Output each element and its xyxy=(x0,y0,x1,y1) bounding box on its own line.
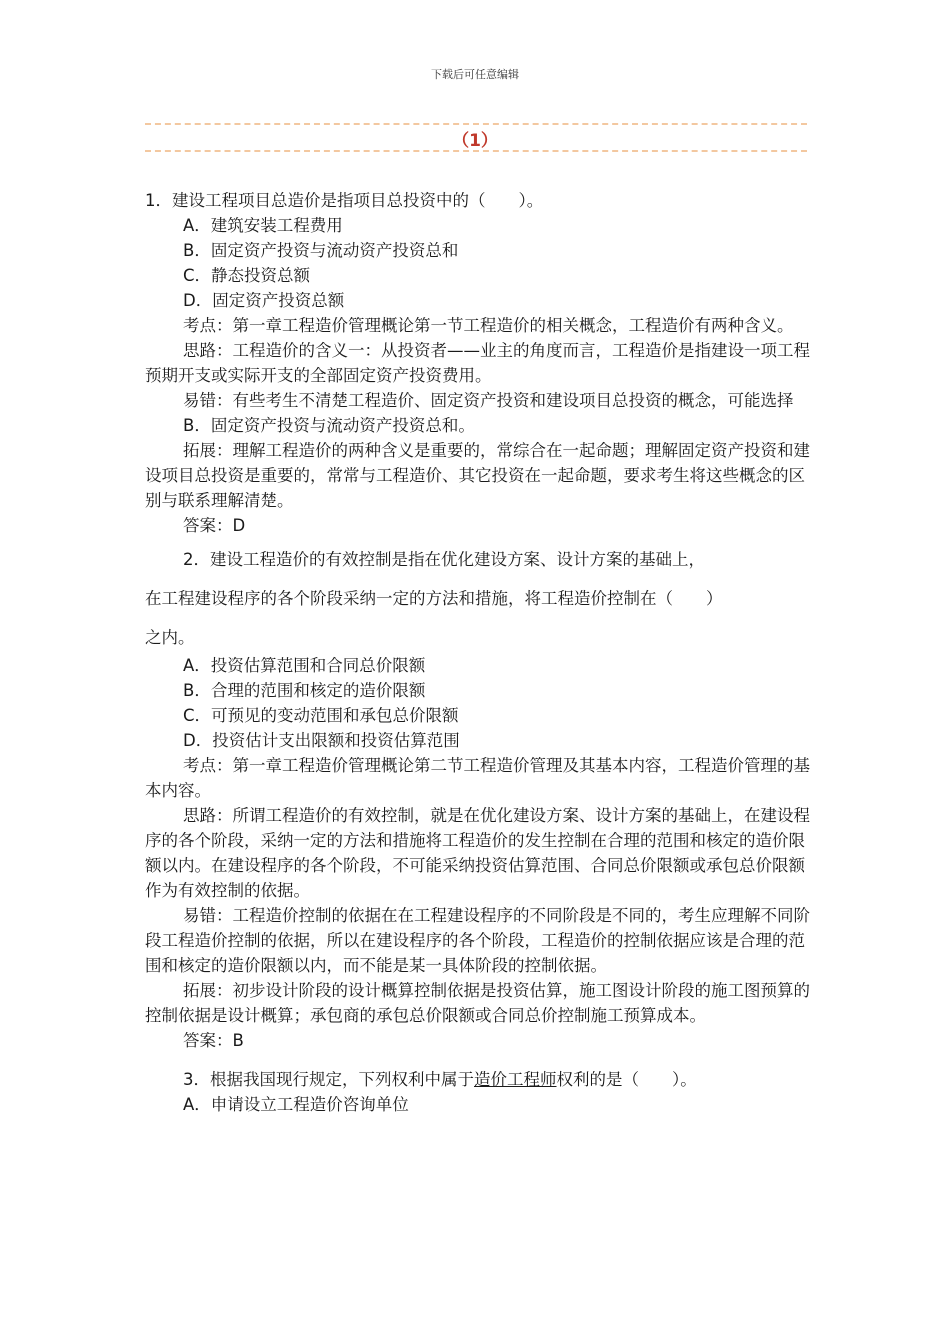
q1-yicuo: 易错：有些考生不清楚工程造价、固定资产投资和建设项目总投资的概念，可能选择 xyxy=(183,391,794,410)
q1-option-c: C．静态投资总额 xyxy=(183,266,311,285)
q2-option-d: D．投资估计支出限额和投资估算范围 xyxy=(183,731,460,750)
q2-tuozhan: 拓展：初步设计阶段的设计概算控制依据是投资估算，施工图设计阶段的施工图预算的控制依据是设计概算；承包商的承包总价限额或合同总价控制施工预算成本。 xyxy=(145,981,810,1025)
q1-yicuo-option: B．固定资产投资与流动资产投资总和。 xyxy=(183,416,475,435)
q3-stem-link[interactable]: 造价工程师 xyxy=(474,1070,557,1089)
q2-option-c: C．可预见的变动范围和承包总价限额 xyxy=(183,706,459,725)
q3-stem-suffix: 权利的是（ ）。 xyxy=(556,1070,697,1089)
divider-top xyxy=(145,123,807,125)
header-note: 下载后可任意编辑 xyxy=(431,68,519,81)
divider-bottom xyxy=(145,150,807,152)
question-2-stem-line2: 在工程建设程序的各个阶段采纳一定的方法和措施，将工程造价控制在（ ） xyxy=(145,589,723,608)
document-body xyxy=(145,188,810,1117)
q2-answer: 答案：B xyxy=(183,1031,244,1050)
q2-kaodian: 考点：第一章工程造价管理概论第二节工程造价管理及其基本内容，工程造价管理的基本内容。 xyxy=(145,756,810,800)
question-1-stem: 1．建设工程项目总造价是指项目总投资中的（ ）。 xyxy=(145,191,544,210)
question-2-stem-line1: 2．建设工程造价的有效控制是指在优化建设方案、设计方案的基础上， xyxy=(183,550,705,569)
q1-silu: 思路：工程造价的含义一：从投资者——业主的角度而言，工程造价是指建设一项工程预期开支或实际开支的全部固定资产投资费用。 xyxy=(145,341,810,385)
q1-option-a: A．建筑安装工程费用 xyxy=(183,216,343,235)
q2-silu: 思路：所谓工程造价的有效控制，就是在优化建设方案、设计方案的基础上，在建设程序的各个阶段，采纳一定的方法和措施将工程造价的发生控制在合理的范围和核定的造价限额以内。在建设程序的各个阶段，不可能采纳投资估算范围、合同总价限额或承包总价限额作为有效控制的依据。 xyxy=(145,806,810,900)
q2-yicuo: 易错：工程造价控制的依据在在工程建设程序的不同阶段是不同的，考生应理解不同阶段工程造价控制的依据，所以在建设程序的各个阶段，工程造价的控制依据应该是合理的范围和核定的造价限额以内，而不能是某一具体阶段的控制依据。 xyxy=(145,906,810,975)
question-2-stem-line3: 之内。 xyxy=(145,628,195,647)
q1-answer: 答案：D xyxy=(183,516,246,535)
q1-kaodian: 考点：第一章工程造价管理概论第一节工程造价的相关概念，工程造价有两种含义。 xyxy=(183,316,794,335)
q1-tuozhan: 拓展：理解工程造价的两种含义是重要的，常综合在一起命题；理解固定资产投资和建设项目总投资是重要的，常常与工程造价、其它投资在一起命题，要求考生将这些概念的区别与联系理解清楚。 xyxy=(145,441,810,510)
q1-option-d: D．固定资产投资总额 xyxy=(183,291,345,310)
question-3-stem xyxy=(145,1067,810,1092)
section-title: （1） xyxy=(452,131,498,151)
q3-stem-prefix: 3．根据我国现行规定，下列权利中属于 xyxy=(183,1070,474,1089)
q3-option-a: A．申请设立工程造价咨询单位 xyxy=(183,1095,409,1114)
q2-option-a: A．投资估算范围和合同总价限额 xyxy=(183,656,426,675)
q2-option-b: B．合理的范围和核定的造价限额 xyxy=(183,681,426,700)
q1-option-b: B．固定资产投资与流动资产投资总和 xyxy=(183,241,459,260)
